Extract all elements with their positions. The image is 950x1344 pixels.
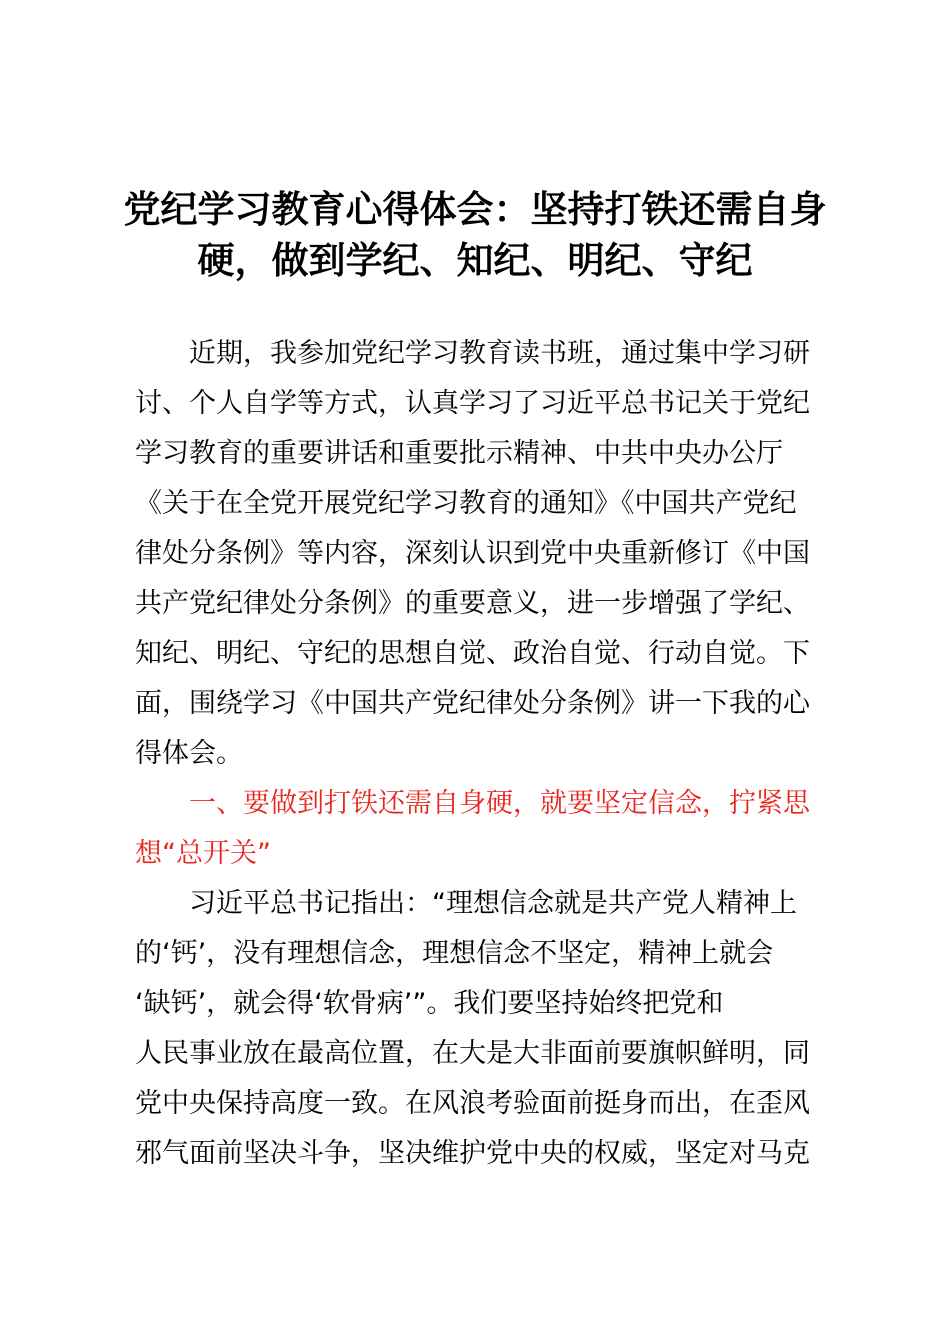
paragraph-line: 得体会。: [135, 738, 243, 769]
paragraph-line: 的‘钙’，没有理想信念，理想信念不坚定，精神上就会: [135, 938, 774, 969]
document-title-line-1: 党纪学习教育心得体会：坚持打铁还需自身: [123, 188, 827, 231]
paragraph-line: 近期，我参加党纪学习教育读书班，通过集中学习研: [189, 338, 810, 369]
paragraph-line: 讨、个人自学等方式，认真学习了习近平总书记关于党纪: [135, 388, 810, 419]
paragraph-line: 共产党纪律处分条例》的重要意义，进一步增强了学纪、: [135, 588, 810, 619]
section-heading-line: 想“总开关”: [135, 838, 271, 869]
document-body: [135, 329, 835, 1179]
section-heading-1: [135, 779, 835, 879]
paragraph-section-1: [135, 879, 835, 1179]
section-heading-line: 一、要做到打铁还需自身硬，就要坚定信念，拧紧思: [189, 788, 810, 819]
document-title-line-2: 硬，做到学纪、知纪、明纪、守纪: [197, 239, 753, 282]
paragraph-line: 习近平总书记指出：“理想信念就是共产党人精神上: [189, 888, 797, 919]
paragraph-line: 《关于在全党开展党纪学习教育的通知》《中国共产党纪: [135, 488, 797, 519]
paragraph-intro: [135, 329, 835, 779]
paragraph-line: 学习教育的重要讲话和重要批示精神、中共中央办公厅: [135, 438, 783, 469]
paragraph-line: 邪气面前坚决斗争，坚决维护党中央的权威，坚定对马克: [135, 1138, 810, 1169]
paragraph-line: 人民事业放在最高位置，在大是大非面前要旗帜鲜明，同: [135, 1038, 810, 1069]
paragraph-line: 面，围绕学习《中国共产党纪律处分条例》讲一下我的心: [135, 688, 810, 719]
paragraph-line: 知纪、明纪、守纪的思想自觉、政治自觉、行动自觉。下: [135, 638, 810, 669]
paragraph-line: ‘缺钙’，就会得‘软骨病’”。我们要坚持始终把党和: [135, 988, 724, 1019]
paragraph-line: 党中央保持高度一致。在风浪考验面前挺身而出，在歪风: [135, 1088, 810, 1119]
paragraph-line: 律处分条例》等内容，深刻认识到党中央重新修订《中国: [135, 538, 810, 569]
